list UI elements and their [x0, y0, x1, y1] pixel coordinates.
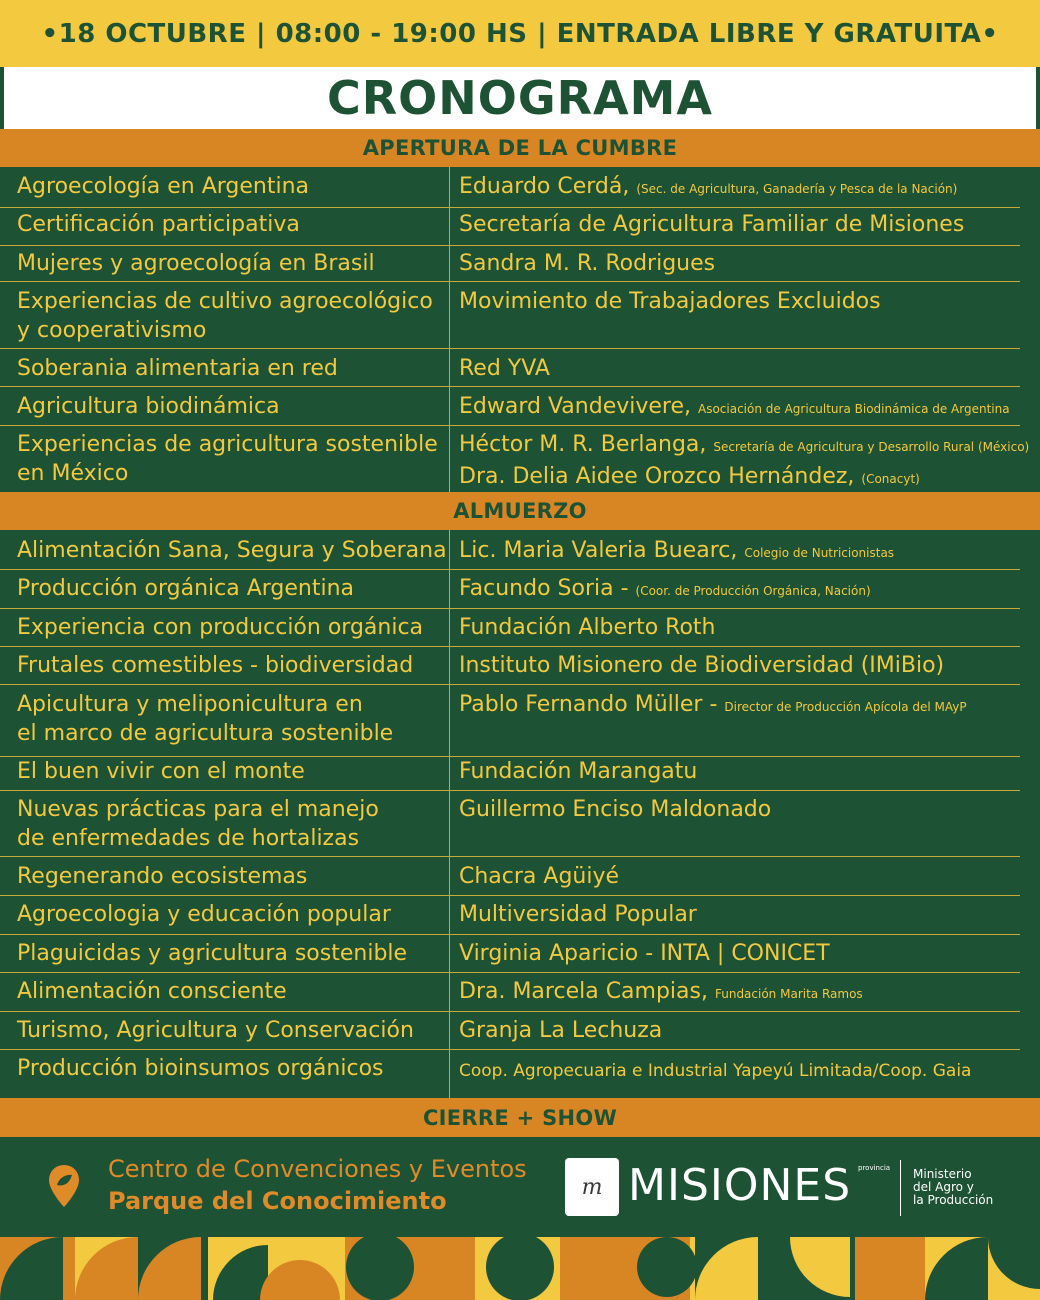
row-divider: [0, 1011, 1020, 1012]
row-divider: [0, 646, 1020, 647]
brand-superscript: provincia: [858, 1164, 891, 1172]
speaker-note: Director de Producción Apícola del MAyP: [724, 700, 967, 714]
row-topic-line: el marco de agricultura sostenible: [17, 721, 394, 746]
row-topic-line: Nuevas prácticas para el manejo: [17, 797, 379, 822]
venue-name: Centro de Convenciones y Eventos: [108, 1155, 527, 1183]
speaker-name: Edward Vandevivere,: [459, 394, 691, 419]
row-divider: [0, 386, 1020, 387]
speaker-note: Secretaría de Agricultura y Desarrollo Rural (México): [713, 440, 1030, 454]
row-topic: Soberania alimentaria en red: [17, 356, 338, 381]
row-topic: Experiencias de agricultura sostenible en México: [17, 432, 438, 486]
event-info-text: •18 OCTUBRE | 08:00 - 19:00 HS | ENTRADA LIBRE Y GRATUITA•: [41, 18, 999, 49]
row-speaker: Chacra Agüiyé: [459, 864, 620, 889]
row-speaker: Guillermo Enciso Maldonado: [459, 797, 772, 822]
row-divider: [0, 425, 1020, 426]
speaker-note: Asociación de Agricultura Biodinámica de Argentina: [698, 402, 1010, 416]
row-speaker: [459, 977, 1029, 1009]
row-topic: Alimentación Sana, Segura y Soberana: [17, 538, 447, 563]
page-title: CRONOGRAMA: [326, 71, 714, 125]
row-topic: Turismo, Agricultura y Conservación: [17, 1018, 414, 1043]
title-bar: [0, 67, 1040, 129]
row-topic-line: Apicultura y meliponicultura en: [17, 692, 363, 717]
venue-place: Parque del Conocimiento: [108, 1187, 447, 1215]
row-topic: Producción orgánica Argentina: [17, 576, 355, 601]
row-divider: [0, 684, 1020, 685]
row-speaker: [459, 536, 1029, 568]
row-speaker: Sandra M. R. Rodrigues: [459, 251, 716, 276]
row-divider: [0, 1049, 1020, 1050]
row-divider: [0, 608, 1020, 609]
row-topic: Plaguicidas y agricultura sostenible: [17, 941, 408, 966]
speaker-name: Pablo Fernando Müller -: [459, 692, 718, 717]
row-divider: [0, 972, 1020, 973]
row-speaker: Movimiento de Trabajadores Excluidos: [459, 289, 881, 314]
section-closing-title: CIERRE + SHOW: [422, 1105, 618, 1130]
section-lunch-title: ALMUERZO: [453, 499, 587, 523]
row-topic: Mujeres y agroecología en Brasil: [17, 251, 375, 276]
speaker-note: (Sec. de Agricultura, Ganadería y Pesca de la Nación): [636, 182, 958, 196]
row-divider: [0, 790, 1020, 791]
row-divider: [0, 934, 1020, 935]
ministry-name: [913, 1168, 993, 1207]
row-topic: Experiencias de cultivo agroecológico y cooperativismo: [17, 289, 433, 343]
row-speaker: [459, 430, 1029, 494]
misiones-brand: [628, 1160, 891, 1211]
speaker-note: Fundación Marita Ramos: [714, 987, 863, 1001]
speaker-note: (Conacyt): [861, 472, 920, 486]
row-topic: [17, 795, 447, 853]
speaker-note: (Coor. de Producción Orgánica, Nación): [635, 584, 871, 598]
row-topic-line: de enfermedades de hortalizas: [17, 826, 360, 851]
row-divider: [0, 281, 1020, 282]
row-topic: Agroecologia y educación popular: [17, 902, 391, 927]
section-opening-band: [0, 129, 1040, 167]
row-speaker: [459, 574, 1029, 606]
row-topic: Experiencia con producción orgánica: [17, 615, 424, 640]
speaker-name: Lic. Maria Valeria Buearc,: [459, 538, 738, 563]
row-topic: Regenerando ecosistemas: [17, 864, 308, 889]
row-divider: [0, 348, 1020, 349]
section-closing-band: [0, 1098, 1040, 1137]
row-topic: Alimentación consciente: [17, 979, 287, 1004]
section-lunch-band: [0, 492, 1040, 530]
row-divider: [0, 895, 1020, 896]
speaker-name: Eduardo Cerdá,: [459, 174, 630, 199]
speaker-note: Colegio de Nutricionistas: [744, 546, 895, 560]
row-speaker: Virginia Aparicio - INTA | CONICET: [459, 941, 830, 966]
row-speaker: [459, 172, 1029, 204]
row-speaker: Granja La Lechuza: [459, 1018, 663, 1043]
row-topic: Agroecología en Argentina: [17, 174, 310, 199]
row-topic: Certificación participativa: [17, 212, 300, 237]
speaker-name: Facundo Soria -: [459, 576, 629, 601]
row-speaker: Instituto Misionero de Biodiversidad (IMiBio): [459, 653, 945, 678]
row-topic: Frutales comestibles - biodiversidad: [17, 653, 414, 678]
speaker-name: Héctor M. R. Berlanga,: [459, 432, 707, 457]
row-speaker: Coop. Agropecuaria e Industrial Yapeyú Limitada/Coop. Gaia: [459, 1061, 972, 1081]
row-speaker: Fundación Marangatu: [459, 759, 698, 784]
brand-name: MISIONES: [628, 1160, 852, 1211]
row-speaker: [459, 690, 1029, 722]
speaker-name: Dra. Marcela Campias,: [459, 979, 708, 1004]
row-topic: [17, 690, 447, 748]
ministry-line: del Agro y: [913, 1180, 974, 1194]
row-divider: [0, 569, 1020, 570]
column-divider: [449, 167, 450, 492]
brand-divider: [900, 1160, 901, 1216]
section-opening-title: APERTURA DE LA CUMBRE: [362, 136, 678, 160]
row-divider: [0, 245, 1020, 246]
row-topic: Agricultura biodinámica: [17, 394, 280, 419]
row-speaker: Red YVA: [459, 356, 550, 381]
row-speaker: Fundación Alberto Roth: [459, 615, 716, 640]
row-divider: [0, 856, 1020, 857]
row-topic: El buen vivir con el monte: [17, 759, 305, 784]
row-speaker: [459, 392, 1029, 424]
decorative-pattern: [0, 1237, 1040, 1300]
column-divider: [449, 530, 450, 1098]
row-speaker: Multiversidad Popular: [459, 902, 697, 927]
location-pin-icon: [47, 1163, 81, 1209]
misiones-logo-badge: [565, 1158, 619, 1216]
ministry-line: la Producción: [913, 1193, 994, 1207]
speaker-name: Dra. Delia Aidee Orozco Hernández,: [459, 464, 855, 489]
event-info-bar: [0, 0, 1040, 67]
row-topic: Producción bioinsumos orgánicos: [17, 1056, 384, 1081]
row-speaker: Secretaría de Agricultura Familiar de Misiones: [459, 212, 965, 237]
ministry-line: Ministerio: [913, 1167, 972, 1181]
misiones-logo-glyph: m: [581, 1174, 603, 1200]
row-divider: [0, 207, 1020, 208]
